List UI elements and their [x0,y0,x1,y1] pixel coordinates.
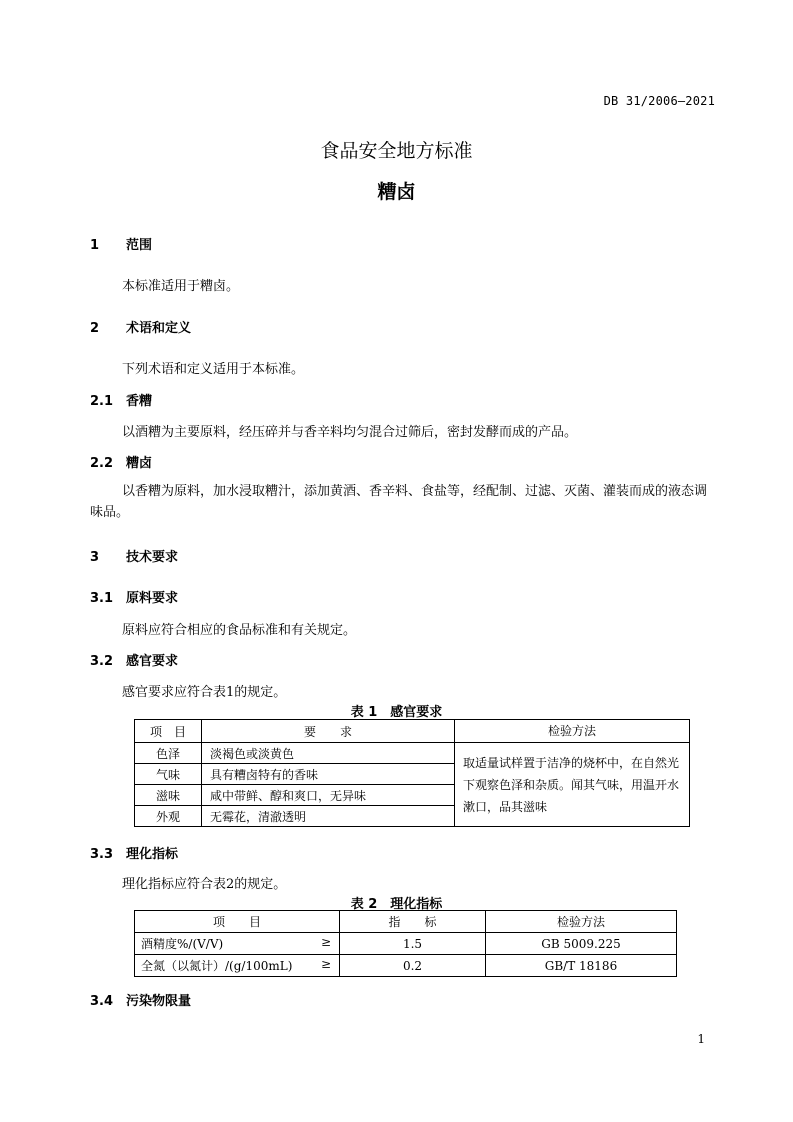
standard-title: 食品安全地方标准 [320,140,473,162]
table-header-cell: 检验方法 [486,911,677,933]
section-number: 3.2 [90,654,114,669]
section-title: 技术要求 [126,550,179,565]
table-cell-requirement: 具有糟卤特有的香味 [202,764,455,785]
section-number: 1 [90,238,100,253]
section-number: 2 [90,321,100,336]
section-3-heading [90,546,178,565]
table-row [135,743,690,764]
comparison-operator: ≥ [320,935,331,949]
table-header-cell: 项 目 [135,720,202,743]
comparison-operator: ≥ [320,957,331,971]
section-2-1-text: 以酒糟为主要原料，经压碎并与香辛料均匀混合过筛后，密封发酵而成的产品。 [122,425,578,440]
item-label: 酒精度%/(V/V) [141,937,224,951]
section-title: 原料要求 [126,591,179,606]
section-title: 污染物限量 [126,994,192,1009]
section-2-2-heading [90,452,152,471]
section-2-1-heading [90,390,152,409]
table-cell-requirement: 咸中带鲜、醇和爽口，无异味 [202,785,455,806]
document-number: DB 31/2006—2021 [603,94,715,108]
table-cell-item [135,955,340,977]
physicochemical-indicators-table [134,910,677,977]
section-2-text: 下列术语和定义适用于本标准。 [122,362,305,377]
section-number: 2.2 [90,456,114,471]
section-3-1-heading [90,587,178,606]
section-3-1-text: 原料应符合相应的食品标准和有关规定。 [122,623,357,638]
table-cell-item: 色泽 [135,743,202,764]
section-1-heading [90,234,152,253]
table-1-caption: 表 1 感官要求 [350,705,443,720]
table-header-row [135,720,690,743]
table-header-cell: 检验方法 [455,720,690,743]
section-number: 3.3 [90,847,114,862]
table-cell-item: 外观 [135,806,202,827]
section-2-heading [90,317,191,336]
section-3-3-heading [90,843,178,862]
section-1-text: 本标准适用于糟卤。 [122,279,240,294]
table-cell-test-method: 取适量试样置于洁净的烧杯中，在自然光下观察色泽和杂质。闻其气味，用温开水漱口，品其滋味 [455,743,690,827]
table-row [135,933,677,955]
table-cell-item: 滋味 [135,785,202,806]
table-cell-item [135,933,340,955]
table-row [135,955,677,977]
section-3-4-heading [90,990,191,1009]
table-header-row [135,911,677,933]
section-3-2-text: 感官要求应符合表1的规定。 [122,685,287,700]
table-cell-requirement: 无霉花，清澈透明 [202,806,455,827]
sensory-requirements-table [134,719,690,827]
item-label: 全氮（以氮计）/(g/100mL) [141,959,293,973]
table-header-cell: 项 目 [135,911,340,933]
table-cell-value: 1.5 [340,933,486,955]
table-2-caption: 表 2 理化指标 [350,897,443,912]
table-cell-test-method: GB 5009.225 [486,933,677,955]
section-number: 3 [90,550,100,565]
section-title: 糟卤 [126,456,153,471]
table-cell-value: 0.2 [340,955,486,977]
section-title: 香糟 [126,394,153,409]
table-cell-test-method: GB/T 18186 [486,955,677,977]
section-title: 范围 [126,238,153,253]
table-cell-requirement: 淡褐色或淡黄色 [202,743,455,764]
table-cell-item: 气味 [135,764,202,785]
table-header-cell: 指 标 [340,911,486,933]
section-title: 术语和定义 [126,321,192,336]
product-title: 糟卤 [377,181,416,203]
section-title: 理化指标 [126,847,179,862]
page-number: 1 [697,1032,705,1046]
section-3-2-heading [90,650,178,669]
section-2-2-text: 以香糟为原料，加水浸取糟汁，添加黄酒、香辛料、食盐等，经配制、过滤、灭菌、灌装而成的液态调味品。 [90,484,708,520]
table-header-cell: 要 求 [202,720,455,743]
section-number: 3.1 [90,591,114,606]
section-number: 2.1 [90,394,114,409]
section-title: 感官要求 [126,654,179,669]
section-3-3-text: 理化指标应符合表2的规定。 [122,877,287,892]
section-number: 3.4 [90,994,114,1009]
